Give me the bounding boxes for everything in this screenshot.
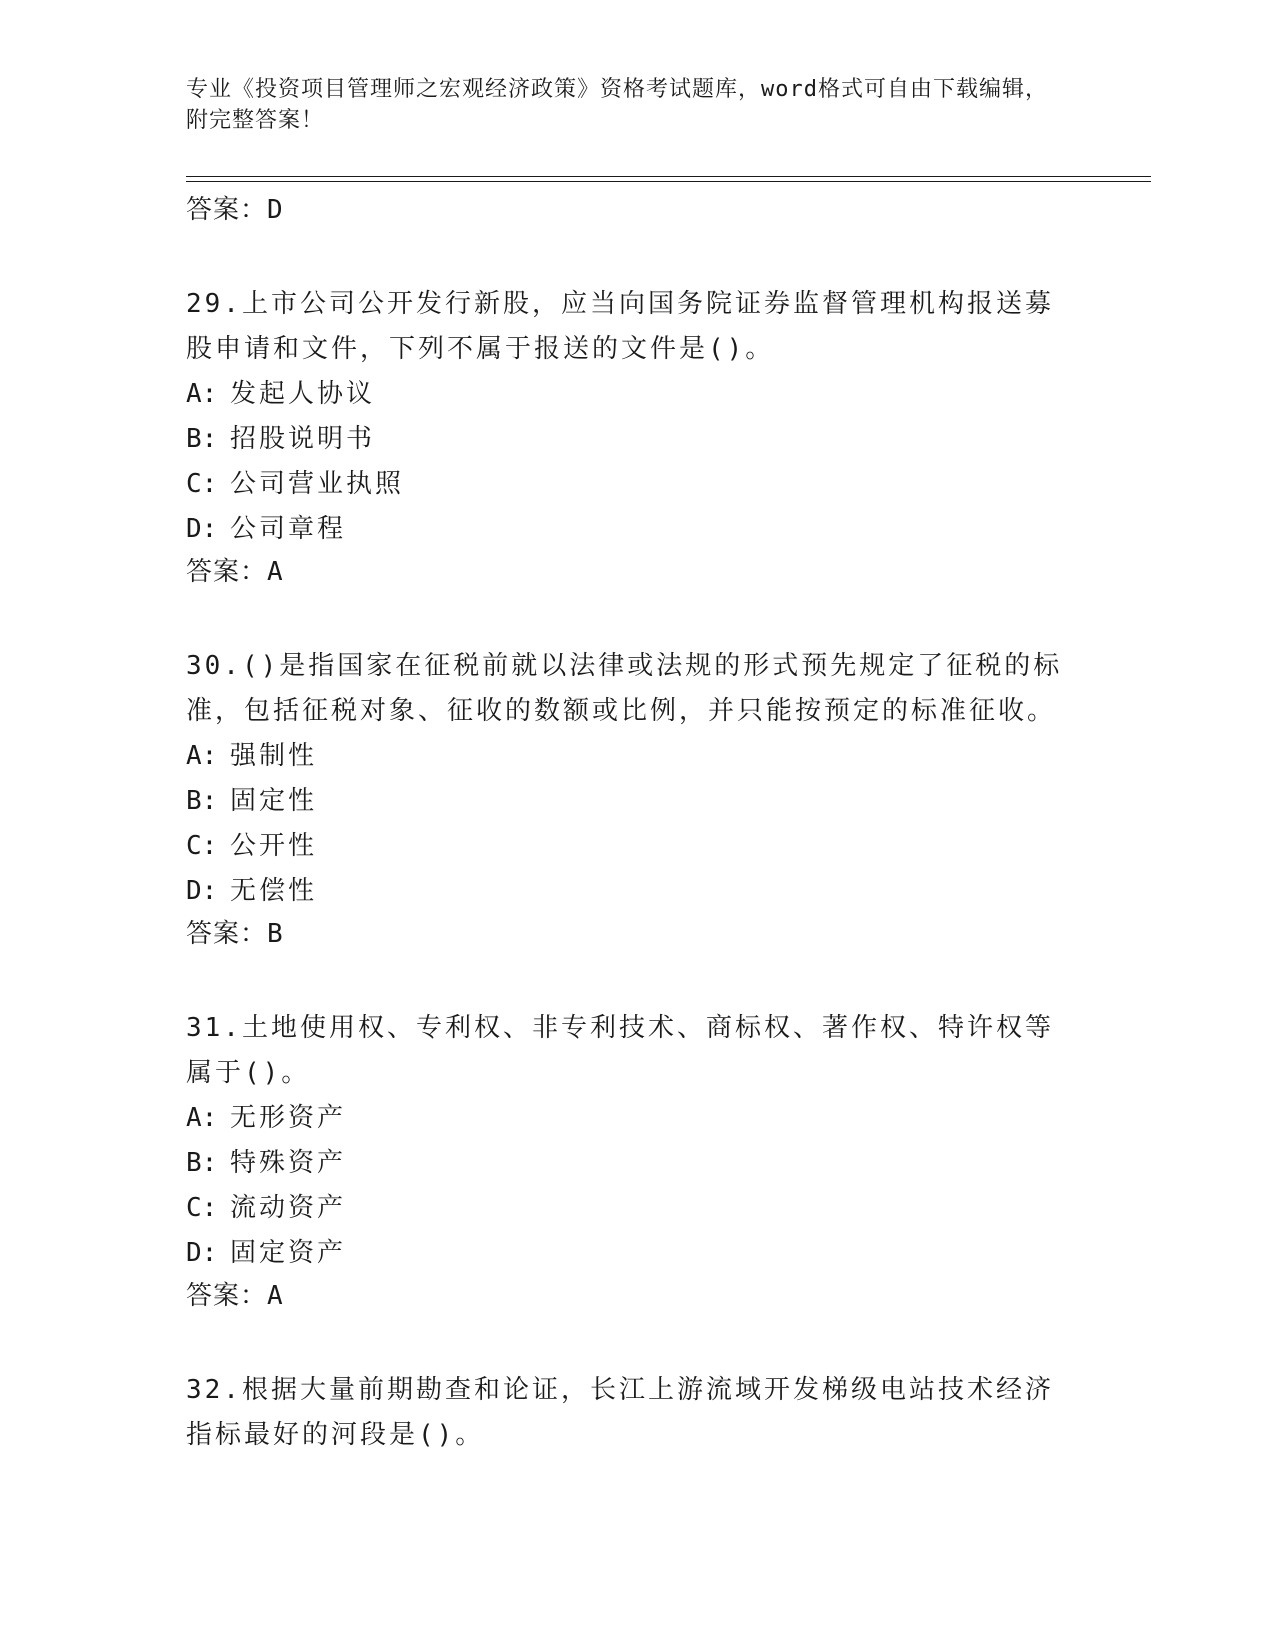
- option-key: B:: [186, 424, 218, 454]
- option-b: [186, 779, 1086, 824]
- question-text: 32.根据大量前期勘查和论证，长江上游流域开发梯级电站技术经济指标最好的河段是()。: [186, 1375, 1054, 1450]
- option-a: [186, 372, 1086, 417]
- option-text: 发起人协议: [230, 379, 376, 409]
- option-b: [186, 417, 1086, 462]
- question-30: [186, 644, 1086, 952]
- option-key: A:: [186, 1103, 218, 1133]
- option-c: [186, 1186, 1086, 1231]
- option-key: D:: [186, 514, 218, 544]
- option-key: C:: [186, 831, 218, 861]
- option-text: 强制性: [230, 741, 318, 771]
- option-text: 固定资产: [230, 1238, 347, 1268]
- option-key: A:: [186, 379, 218, 409]
- answer: 答案：A: [186, 557, 284, 587]
- question-text: 30.()是指国家在征税前就以法律或法规的形式预先规定了征税的标准，包括征税对象、征收的数额或比例，并只能按预定的标准征收。: [186, 651, 1063, 726]
- option-key: B:: [186, 1148, 218, 1178]
- document-body: [186, 192, 1086, 1458]
- option-text: 公开性: [230, 831, 318, 861]
- question-text: 29.上市公司公开发行新股，应当向国务院证券监督管理机构报送募股申请和文件，下列不属于报送的文件是()。: [186, 289, 1054, 364]
- option-text: 特殊资产: [230, 1148, 347, 1178]
- option-key: D:: [186, 1238, 218, 1268]
- option-a: [186, 734, 1086, 779]
- question-29: [186, 282, 1086, 590]
- option-key: D:: [186, 876, 218, 906]
- option-key: A:: [186, 741, 218, 771]
- option-text: 公司章程: [230, 514, 347, 544]
- previous-answer: 答案：D: [186, 195, 284, 225]
- question-text: 31.土地使用权、专利权、非专利技术、商标权、著作权、特许权等属于()。: [186, 1013, 1054, 1088]
- question-31: [186, 1006, 1086, 1314]
- option-c: [186, 824, 1086, 869]
- option-d: [186, 1231, 1086, 1276]
- header-rule-top: [186, 176, 1151, 177]
- option-b: [186, 1141, 1086, 1186]
- option-key: C:: [186, 469, 218, 499]
- option-key: B:: [186, 786, 218, 816]
- header-rule-bottom: [186, 181, 1151, 182]
- option-text: 招股说明书: [230, 424, 376, 454]
- option-a: [186, 1096, 1086, 1141]
- option-c: [186, 462, 1086, 507]
- option-key: C:: [186, 1193, 218, 1223]
- option-text: 固定性: [230, 786, 318, 816]
- option-text: 流动资产: [230, 1193, 347, 1223]
- option-text: 公司营业执照: [230, 469, 405, 499]
- option-text: 无形资产: [230, 1103, 347, 1133]
- option-d: [186, 507, 1086, 552]
- answer: 答案：B: [186, 919, 284, 949]
- answer: 答案：A: [186, 1281, 284, 1311]
- question-32: [186, 1368, 1086, 1458]
- option-text: 无偿性: [230, 876, 318, 906]
- document-header: 专业《投资项目管理师之宏观经济政策》资格考试题库，word格式可自由下载编辑，附完整答案！: [186, 77, 1048, 133]
- option-d: [186, 869, 1086, 914]
